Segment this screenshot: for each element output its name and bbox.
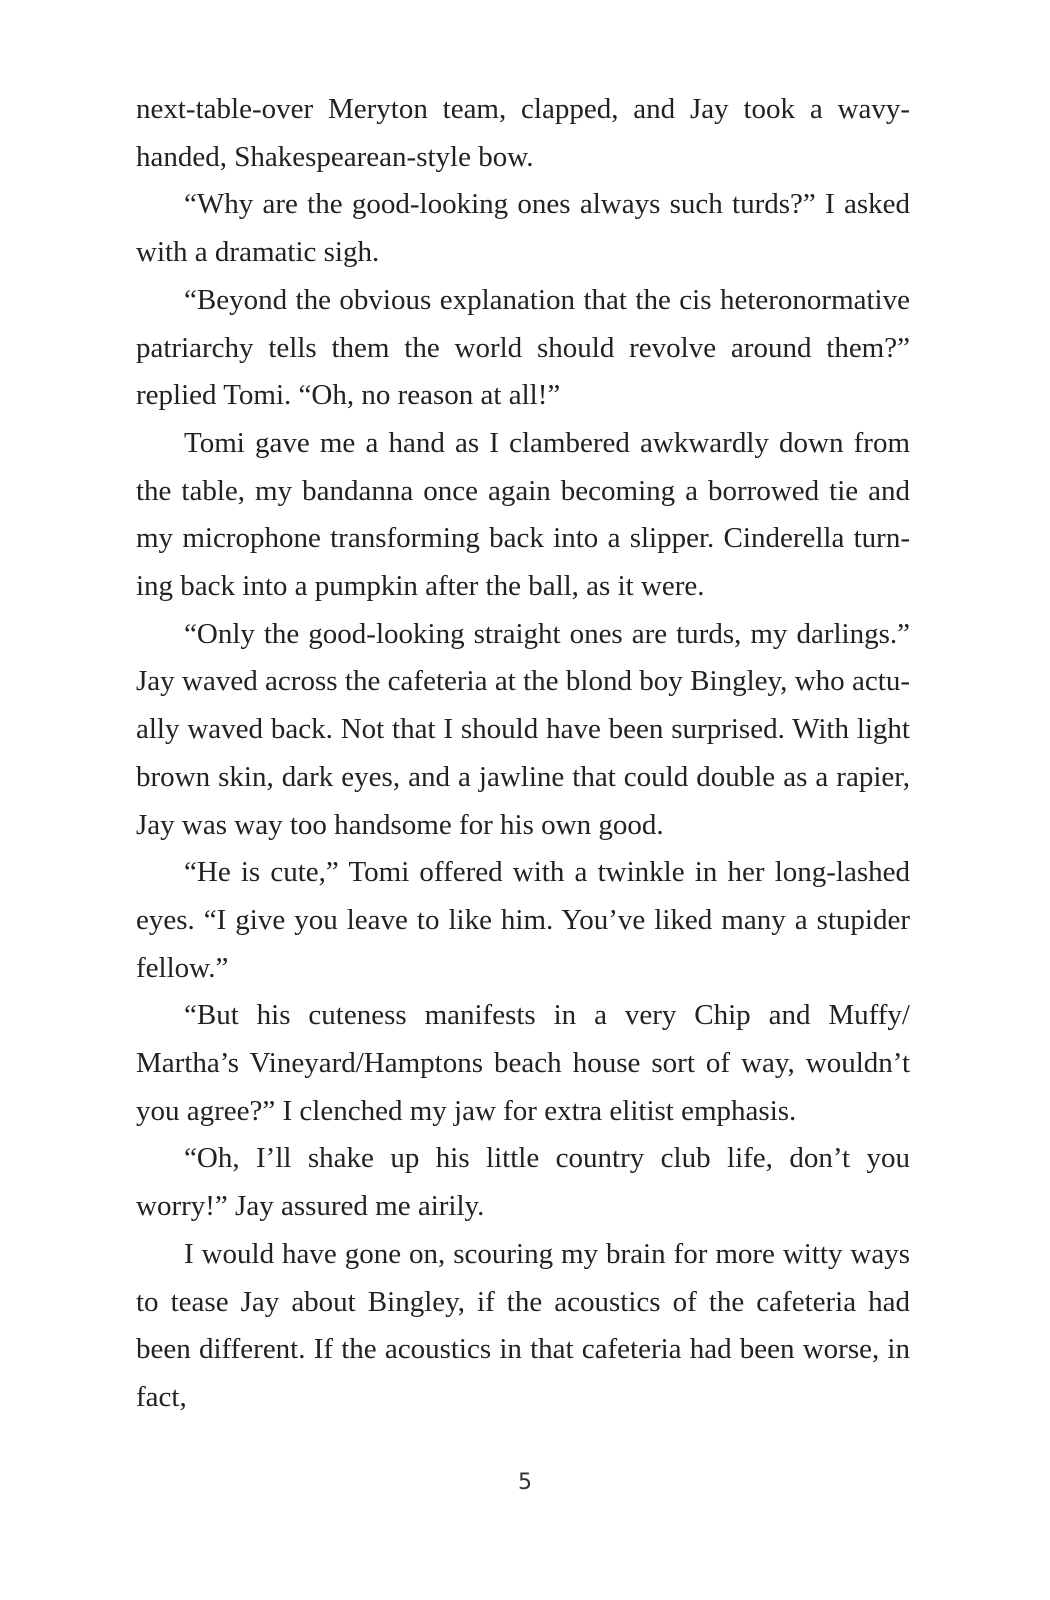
paragraph: next-table-over Meryton team, clapped, and Jay took a wavy-handed, Shakespearean-style bow.	[136, 93, 910, 173]
body-text	[136, 86, 910, 1422]
paragraph: “Only the good-looking straight ones are turds, my darlings.” Jay waved across the cafeteria at the blond boy Bingley, who actually waved back. Not that I should have been surprised. With light brown skin, dark eyes, and a jawline that could double as a rapier, Jay was way too handsome for his own good.	[136, 617, 910, 841]
paragraph: Tomi gave me a hand as I clambered awkwardly down from the table, my bandanna once again becoming a borrowed tie and my microphone transforming back into a slipper. Cinderella turning back into a pumpkin after the ball, as it were.	[136, 426, 910, 603]
paragraph: “Beyond the obvious explanation that the cis heteronormative patriarchy tells them the world should revolve around them?” replied Tomi. “Oh, no reason at all!”	[136, 283, 910, 412]
page-number: 5	[518, 1470, 532, 1495]
paragraph: “But his cuteness manifests in a very Chip and Muffy/ Martha’s Vineyard/Hamptons beach house sort of way, wouldn’t you agree?” I clenched my jaw for extra elitist emphasis.	[136, 999, 910, 1127]
paragraph: I would have gone on, scouring my brain for more witty ways to tease Jay about Bingley, if the acoustics of the cafeteria had been different. If the acoustics in that cafeteria had been worse, in fact,	[136, 1237, 910, 1413]
paragraph: “Oh, I’ll shake up his little country club life, don’t you worry!” Jay assured me airily.	[136, 1142, 910, 1223]
paragraph: “Why are the good-looking ones always such turds?” I asked with a dramatic sigh.	[136, 188, 910, 269]
paragraph: “He is cute,” Tomi offered with a twinkle in her long-lashed eyes. “I give you leave to like him. You’ve liked many a stupider fellow.”	[136, 856, 910, 984]
